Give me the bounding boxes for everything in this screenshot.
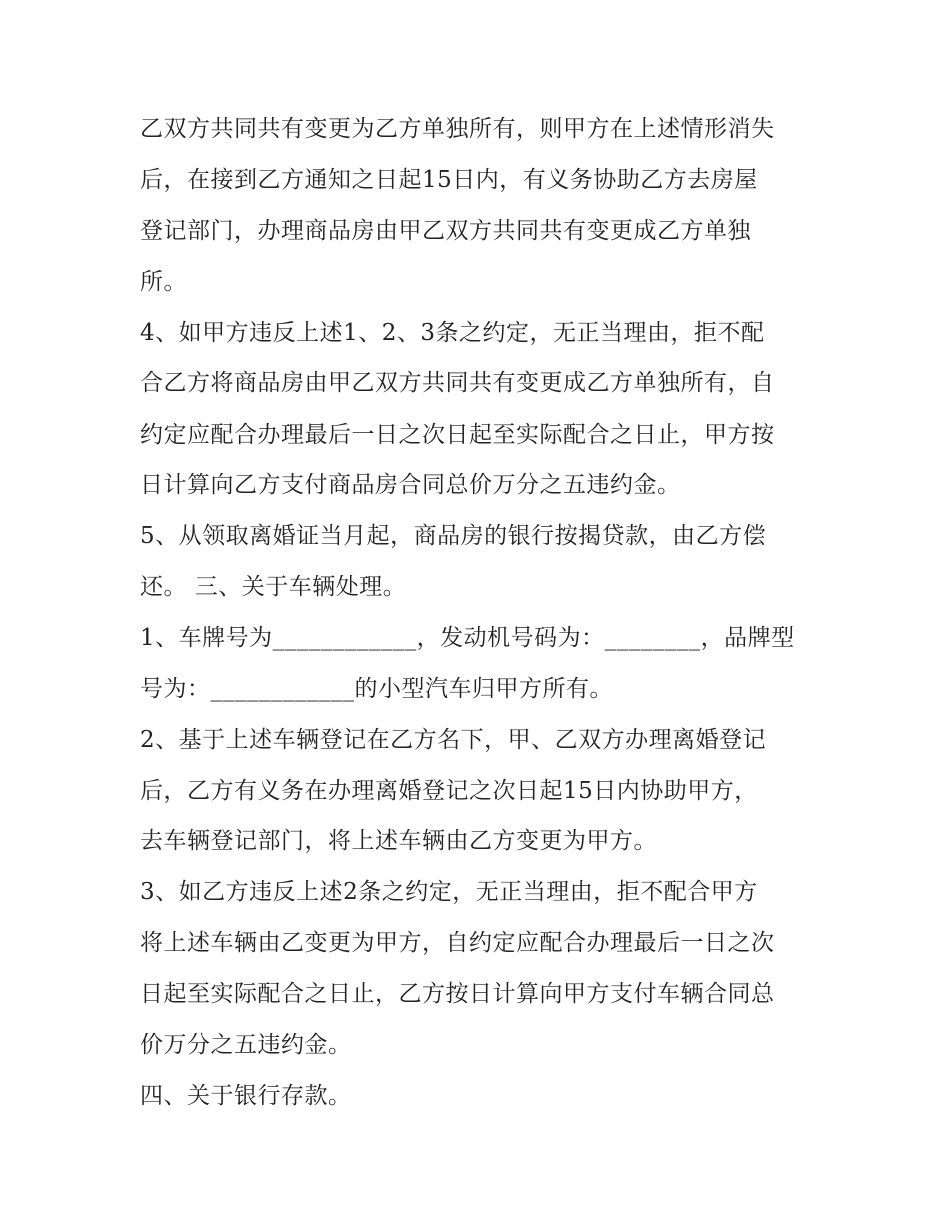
clause-4-line: 4、如甲方违反上述1、2、3条之约定，无正当理由，拒不配 [140, 320, 765, 346]
vehicle-clause-3-line: 3、如乙方违反上述2条之约定，无正当理由，拒不配合甲方 [140, 879, 758, 905]
text-line: 日起至实际配合之日止，乙方按日计算向甲方支付车辆合同总 [140, 981, 775, 1007]
text-line: 号为：____________的小型汽车归甲方所有。 [140, 676, 613, 702]
text-line: 合乙方将商品房由甲乙双方共同共有变更成乙方单独所有，自 [140, 370, 775, 396]
text-line: 去车辆登记部门，将上述车辆由乙方变更为甲方。 [140, 828, 657, 854]
text-line: 将上述车辆由乙变更为甲方，自约定应配合办理最后一日之次 [140, 930, 775, 956]
text-line: 登记部门，办理商品房由甲乙双方共同共有变更成乙方单独 [140, 218, 751, 244]
text-line: 后，乙方有义务在办理离婚登记之次日起15日内协助甲方， [140, 778, 758, 804]
text-line: 约定应配合办理最后一日之次日起至实际配合之日止，甲方按 [140, 422, 775, 448]
text-line: 价万分之五违约金。 [140, 1032, 352, 1058]
vehicle-clause-1-line: 1、车牌号为____________，发动机号码为：________，品牌型 [140, 625, 795, 651]
section-4-heading: 四、关于银行存款。 [140, 1083, 352, 1109]
section-3-heading-line: 还。 三、关于车辆处理。 [140, 574, 407, 600]
vehicle-clause-2-line: 2、基于上述车辆登记在乙方名下，甲、乙双方办理离婚登记 [140, 727, 767, 753]
text-line: 日计算向乙方支付商品房合同总价万分之五违约金。 [140, 472, 681, 498]
text-line: 后，在接到乙方通知之日起15日内，有义务协助乙方去房屋 [140, 167, 758, 193]
text-line: 乙双方共同共有变更为乙方单独所有，则甲方在上述情形消失 [140, 116, 775, 142]
text-line: 所。 [140, 269, 187, 295]
clause-5-line: 5、从领取离婚证当月起，商品房的银行按揭贷款，由乙方偿 [140, 523, 767, 549]
